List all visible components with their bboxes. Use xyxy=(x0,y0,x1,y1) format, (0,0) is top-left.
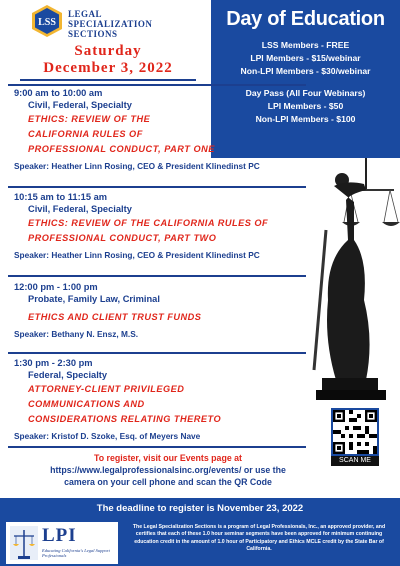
session-title-line: CONSIDERATIONS RELATING THERETO xyxy=(28,414,222,424)
session-title-line: ETHICS: REVIEW OF THE xyxy=(28,114,151,124)
lpi-tagline: Educating California's Legal Support Professionals xyxy=(42,548,110,558)
day-pass-non-lpi: Non-LPI Members - $100 xyxy=(255,114,356,124)
register-line-1: To register, visit our Events page at xyxy=(94,453,242,463)
session-title-line: PROFESSIONAL CONDUCT, PART TWO xyxy=(28,233,217,243)
qr-code-icon xyxy=(333,410,377,454)
event-date: December 3, 2022 xyxy=(43,60,173,76)
session-title-line: ATTORNEY-CLIENT PRIVILEGED xyxy=(28,384,185,394)
date-rule xyxy=(20,79,196,81)
registration-deadline: The deadline to register is November 23, 2022 xyxy=(0,498,400,520)
session-speaker: Speaker: Heather Linn Rosing, CEO & President Klinedinst PC xyxy=(14,161,260,171)
day-pass-lpi: LPI Members - $50 xyxy=(267,101,344,111)
session-4 xyxy=(8,358,306,441)
session-2 xyxy=(8,192,306,260)
qr-code-block[interactable] xyxy=(327,408,383,470)
logo-line-2: SPECIALIZATION xyxy=(68,19,153,29)
day-pass-title: Day Pass (All Four Webinars) xyxy=(245,88,366,98)
session-1 xyxy=(8,88,306,171)
price-non-lpi: Non-LPI Members - $30/webinar xyxy=(240,66,371,76)
register-line-3: camera on your cell phone and scan the QR Code xyxy=(64,477,272,487)
price-lpi: LPI Members - $15/webinar xyxy=(250,53,361,63)
session-time: 1:30 pm - 2:30 pm xyxy=(14,358,93,368)
session-area: Probate, Family Law, Criminal xyxy=(28,294,160,304)
lss-badge-icon xyxy=(30,4,64,38)
session-area: Civil, Federal, Specialty xyxy=(28,204,132,214)
session-rule xyxy=(8,446,306,448)
registration-info xyxy=(8,452,328,488)
session-rule xyxy=(8,84,306,86)
session-time: 10:15 am to 11:15 am xyxy=(14,192,108,202)
logo-line-1: LEGAL xyxy=(68,9,103,19)
mcle-disclaimer: The Legal Specialization Sections is a program of Legal Professionals, Inc., an approved provider, and certifies that each of these 1.0 hour seminar segments have been approved for minimum continuing education credit in the amount of 1.0 hour of Participatory and Ethics MCLE credit by the State Bar of California. xyxy=(132,524,386,553)
session-title-line: PROFESSIONAL CONDUCT, PART ONE xyxy=(28,144,215,154)
session-title xyxy=(28,216,306,246)
session-area: Civil, Federal, Specialty xyxy=(28,100,132,110)
session-title-line: ETHICS: REVIEW OF THE CALIFORNIA RULES OF xyxy=(28,218,269,228)
panel-title: Day of Education xyxy=(226,8,385,30)
session-3 xyxy=(8,282,306,339)
lpi-emblem-icon xyxy=(10,526,38,560)
scan-me-label: SCAN ME xyxy=(331,456,379,466)
price-lss: LSS Members - FREE xyxy=(261,40,350,50)
session-time: 9:00 am to 10:00 am xyxy=(14,88,103,98)
event-day: Saturday xyxy=(74,43,142,59)
session-title xyxy=(28,382,306,427)
register-link[interactable]: https://www.legalprofessionalsinc.org/events/ or use the xyxy=(50,465,286,475)
session-area: Federal, Specialty xyxy=(28,370,108,380)
session-speaker: Speaker: Bethany N. Ensz, M.S. xyxy=(14,329,139,339)
logo-line-3: SECTIONS xyxy=(68,29,118,39)
session-title xyxy=(28,310,306,325)
session-title xyxy=(28,112,306,157)
qr-code[interactable] xyxy=(331,408,379,456)
session-speaker: Speaker: Heather Linn Rosing, CEO & President Klinedinst PC xyxy=(14,250,260,260)
session-title-line: ETHICS AND CLIENT TRUST FUNDS xyxy=(28,312,202,322)
lss-logo xyxy=(30,4,190,40)
lpi-wordmark: LPI xyxy=(42,525,77,546)
logo-text xyxy=(68,9,152,39)
session-time: 12:00 pm - 1:00 pm xyxy=(14,282,98,292)
session-rule xyxy=(8,275,306,277)
session-title-line: CALIFORNIA RULES OF xyxy=(28,129,143,139)
session-speaker: Speaker: Kristof D. Szoke, Esq. of Meyers Nave xyxy=(14,431,201,441)
session-rule xyxy=(8,186,306,188)
lady-justice-statue-icon xyxy=(306,150,400,400)
session-title-line: COMMUNICATIONS AND xyxy=(28,399,145,409)
session-rule xyxy=(8,352,306,354)
lpi-logo xyxy=(6,522,118,564)
logo-abbr: LSS xyxy=(38,17,56,28)
